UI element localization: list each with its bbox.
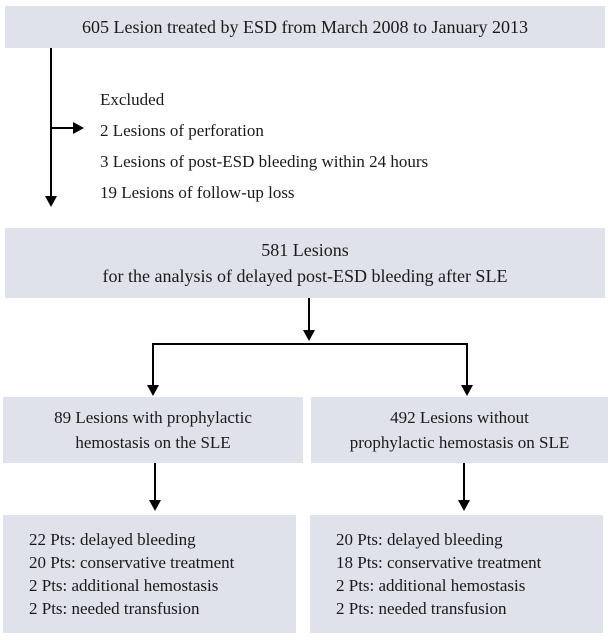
connector-exclusions (51, 127, 75, 129)
connector-left-outcomes (154, 463, 156, 503)
connector-enrolled-to-analysis (50, 48, 52, 198)
exclusions-list (100, 84, 520, 208)
arrowhead-right-outcomes-icon (458, 500, 470, 511)
exclusion-item: 19 Lesions of follow-up loss (100, 183, 295, 202)
node-analysis-cohort-line2: for the analysis of delayed post-ESD bleeding after SLE (102, 266, 508, 286)
outcome-line: 22 Pts: delayed bleeding (29, 530, 196, 549)
connector-split-bar (152, 343, 468, 345)
arrowhead-split-left-icon (147, 385, 159, 396)
exclusions-heading: Excluded (100, 90, 165, 109)
node-without-prophylaxis (311, 397, 608, 463)
exclusion-item: 3 Lesions of post-ESD bleeding within 24 hours (100, 152, 429, 171)
node-without-prophylaxis-line1: 492 Lesions without (390, 408, 529, 427)
outcome-line: 20 Pts: conservative treatment (29, 553, 235, 572)
arrowhead-analysis-stem-icon (303, 330, 315, 341)
node-with-prophylaxis-line1: 89 Lesions with prophylactic (54, 408, 252, 427)
outcome-line: 18 Pts: conservative treatment (336, 553, 542, 572)
outcome-line: 2 Pts: additional hemostasis (29, 576, 219, 595)
exclusion-item: 2 Lesions of perforation (100, 121, 264, 140)
outcome-line: 20 Pts: delayed bleeding (336, 530, 503, 549)
node-analysis-cohort-line1: 581 Lesions (261, 240, 349, 260)
node-enrolled-cohort (5, 6, 605, 48)
node-with-prophylaxis-line2: hemostasis on the SLE (75, 433, 231, 452)
node-right-outcomes (310, 515, 603, 633)
node-with-prophylaxis (3, 397, 303, 463)
connector-split-right (466, 343, 468, 387)
connector-analysis-stem (308, 298, 310, 331)
node-enrolled-cohort-text: 605 Lesion treated by ESD from March 2008 to January 2013 (82, 17, 528, 37)
node-without-prophylaxis-line2: prophylactic hemostasis on SLE (349, 433, 570, 452)
node-left-outcomes (3, 515, 296, 633)
arrowhead-split-right-icon (461, 385, 473, 396)
connector-right-outcomes (463, 463, 465, 503)
outcome-line: 2 Pts: additional hemostasis (336, 576, 526, 595)
node-analysis-cohort (5, 228, 605, 298)
outcome-line: 2 Pts: needed transfusion (336, 599, 507, 618)
outcome-line: 2 Pts: needed transfusion (29, 599, 200, 618)
connector-split-left (152, 343, 154, 387)
arrowhead-enrolled-to-analysis-icon (45, 196, 57, 207)
arrowhead-exclusions-icon (73, 122, 84, 134)
arrowhead-left-outcomes-icon (149, 500, 161, 511)
